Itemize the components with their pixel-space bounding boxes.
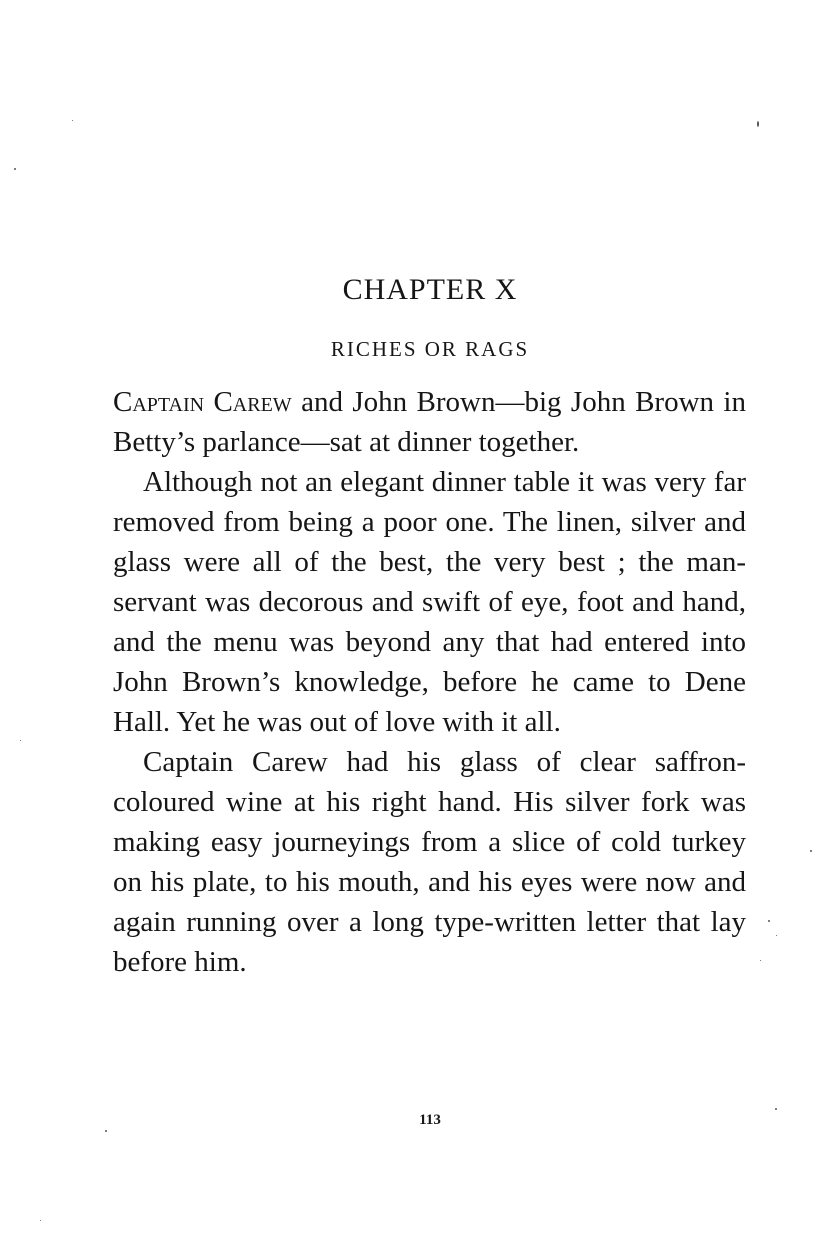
paragraph-1 — [113, 382, 746, 462]
scan-speck — [776, 935, 777, 936]
paragraph-1-text: and John Brown—big John Brown in Betty’s parlance—sat at dinner together. — [113, 386, 746, 458]
chapter-number: CHAPTER X — [342, 273, 518, 306]
chapter-title: RICHES OR RAGS — [330, 337, 530, 361]
paragraph-lead-smallcaps: Captain Carew — [113, 386, 292, 418]
scan-speck — [757, 121, 759, 127]
paragraph-3: Captain Carew had his glass of clear saffron-coloured wine at his right hand. His silver fork was making easy journeyings from a slice of cold turkey on his plate, to his mouth, and his eyes were now and again running over a long type-written letter that lay before him. — [113, 746, 746, 978]
scan-speck — [105, 1130, 107, 1132]
body-text — [113, 382, 746, 982]
scan-speck — [72, 120, 73, 121]
scan-speck — [760, 960, 761, 961]
page-number: 113 — [419, 1112, 441, 1128]
scan-speck — [40, 1220, 41, 1221]
scan-speck — [20, 740, 21, 741]
scan-speck — [14, 168, 16, 170]
paragraph-2: Although not an elegant dinner table it was very far removed from being a poor one. The linen, silver and glass were all of the best, the very best ; the man-servant was decorous and swift of eye, foot and hand, and the menu was beyond any that had entered into John Brown’s knowledge, before he came to Dene Hall. Yet he was out of love with it all. — [113, 466, 746, 738]
scan-speck — [775, 1108, 777, 1110]
scan-speck — [768, 920, 770, 922]
scan-speck — [810, 850, 812, 852]
